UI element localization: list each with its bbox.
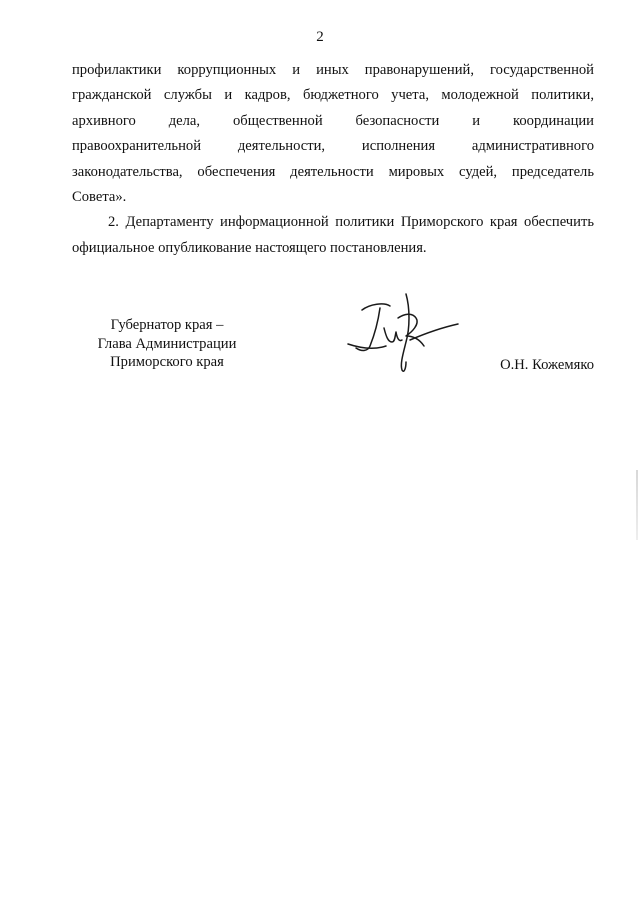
paragraph-1 <box>72 58 594 210</box>
text-line: Совета». <box>72 189 127 206</box>
text-line: архивного дела, общественной безопасности и координации <box>72 112 594 129</box>
signatory-name: О.Н. Кожемяко <box>500 357 594 373</box>
paragraph-2 <box>72 210 594 261</box>
signatory-title <box>72 316 262 372</box>
text-line: гражданской службы и кадров, бюджетного учета, молодежной политики, <box>72 87 594 104</box>
signatory-title-line: Губернатор края – <box>110 317 224 333</box>
signatory-title-line: Приморского края <box>110 354 224 370</box>
text-line: официальное опубликование настоящего постановления. <box>72 239 427 256</box>
signatory-title-line: Глава Администрации <box>97 335 237 352</box>
handwritten-signature-icon <box>340 288 460 378</box>
text-line: профилактики коррупционных и иных правонарушений, государственной <box>72 62 594 78</box>
text-line: 2. Департаменту информационной политики Приморского края обеспечить <box>108 214 594 231</box>
text-line: правоохранительной деятельности, исполнения административного <box>72 138 594 155</box>
text-line: законодательства, обеспечения деятельности мировых судей, председатель <box>72 163 594 180</box>
document-body <box>72 58 594 261</box>
page-number: 2 <box>316 29 324 45</box>
signature-block <box>72 316 594 396</box>
scan-edge-mark <box>636 470 638 540</box>
